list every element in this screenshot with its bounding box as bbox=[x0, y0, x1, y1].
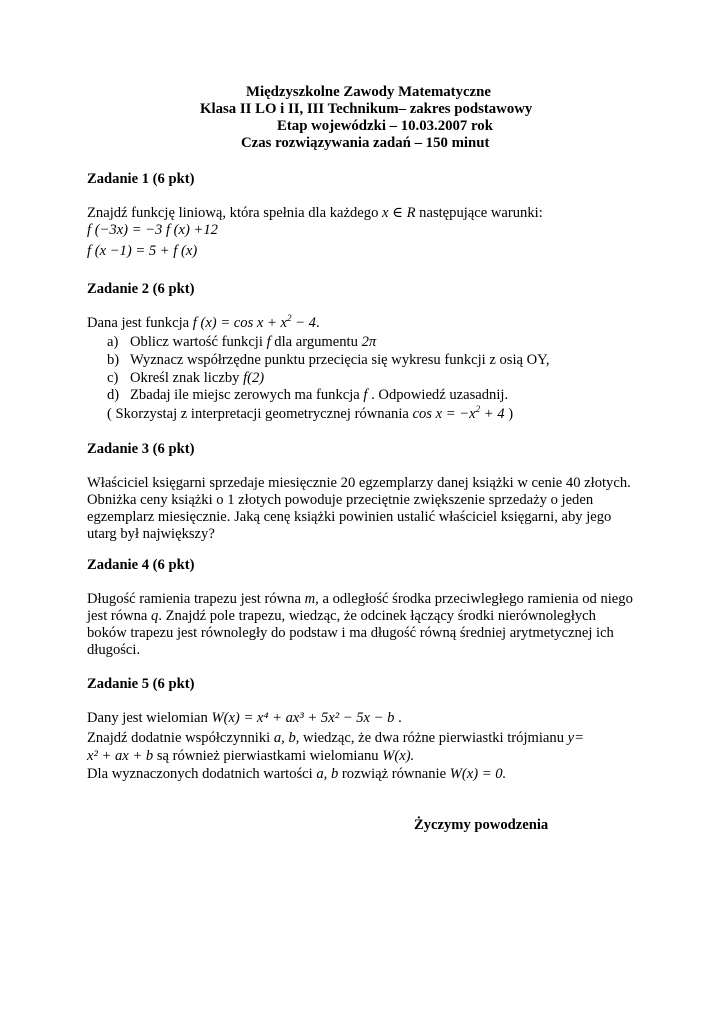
task5-line-2: Znajdź dodatnie współczynniki a, b, wiedząc, że dwa różne pierwiastki trójmianu y= bbox=[87, 730, 584, 746]
task3-line-2: Obniżka ceny książki o 1 złotych powoduje przeciętnie zwiększenie sprzedaży o jeden bbox=[87, 492, 594, 508]
task4-line-2: jest równa q. Znajdź pole trapezu, wiedząc, że odcinek łączący środki nierównoległych bbox=[87, 608, 596, 624]
task4-line-4: długości. bbox=[87, 642, 141, 658]
time-limit: Czas rozwiązywania zadań – 150 minut bbox=[241, 135, 490, 151]
task4-line-1: Długość ramienia trapezu jest równa m, a odległość środka przeciwległego ramienia od niego bbox=[87, 591, 633, 607]
task2-item-b: b) Wyznacz współrzędne punktu przecięcia się wykresu funkcji z osią OY, bbox=[107, 352, 550, 368]
task2-item-c: c) Określ znak liczby f(2) bbox=[107, 370, 265, 386]
task5-line-1: Dany jest wielomian W(x) = x⁴ + ax³ + 5x² − 5x − b . bbox=[87, 710, 402, 726]
competition-title: Międzyszkolne Zawody Matematyczne bbox=[246, 84, 491, 100]
task5-title: Zadanie 5 (6 pkt) bbox=[87, 676, 195, 692]
task4-line-3: boków trapezu jest równoległy do podstaw i ma długość równą średniej arytmetycznej ich bbox=[87, 625, 614, 641]
class-level: Klasa II LO i II, III Technikum– zakres podstawowy bbox=[200, 101, 533, 117]
closing-wishes: Życzymy powodzenia bbox=[414, 817, 549, 833]
task2-hint: ( Skorzystaj z interpretacji geometrycznej równania $\cos x = -x^2 + 4$ ) bbox=[107, 404, 514, 422]
task3-line-1: Właściciel księgarni sprzedaje miesięcznie 20 egzemplarzy danej książki w cenie 40 złotych. bbox=[87, 475, 631, 491]
task1-condition-2: f (x −1) = 5 + f (x) bbox=[87, 243, 198, 259]
task2-intro: Dana jest funkcja f $(x) = \cos x + x^2 - 4$. bbox=[87, 313, 320, 331]
task4-title: Zadanie 4 (6 pkt) bbox=[87, 557, 195, 573]
task3-line-3: egzemplarz miesięcznie. Jaką cenę książki powinien ustalić właściciel księgarni, aby jego bbox=[87, 509, 612, 525]
task2-item-d: d) Zbadaj ile miejsc zerowych ma funkcja f . Odpowiedź uzasadnij. bbox=[107, 387, 509, 403]
task1-condition-1: f (−3x) = −3 f (x) +12 bbox=[87, 222, 218, 238]
task1-intro: Znajdź funkcję liniową, która spełnia dla każdego x ∈ R następujące warunki: bbox=[87, 205, 543, 221]
task3-title: Zadanie 3 (6 pkt) bbox=[87, 441, 195, 457]
task5-line-4: Dla wyznaczonych dodatnich wartości a, b rozwiąż równanie W(x) = 0. bbox=[87, 766, 507, 782]
task2-title: Zadanie 2 (6 pkt) bbox=[87, 281, 195, 297]
stage-date: Etap wojewódzki – 10.03.2007 rok bbox=[277, 118, 493, 134]
task2-item-a: a) Oblicz wartość funkcji f dla argumentu 2π bbox=[107, 334, 377, 350]
task1-title: Zadanie 1 (6 pkt) bbox=[87, 171, 195, 187]
task3-line-4: utarg był największy? bbox=[87, 526, 215, 542]
task5-line-3: x² + ax + b są również pierwiastkami wielomianu W(x). bbox=[87, 748, 415, 764]
